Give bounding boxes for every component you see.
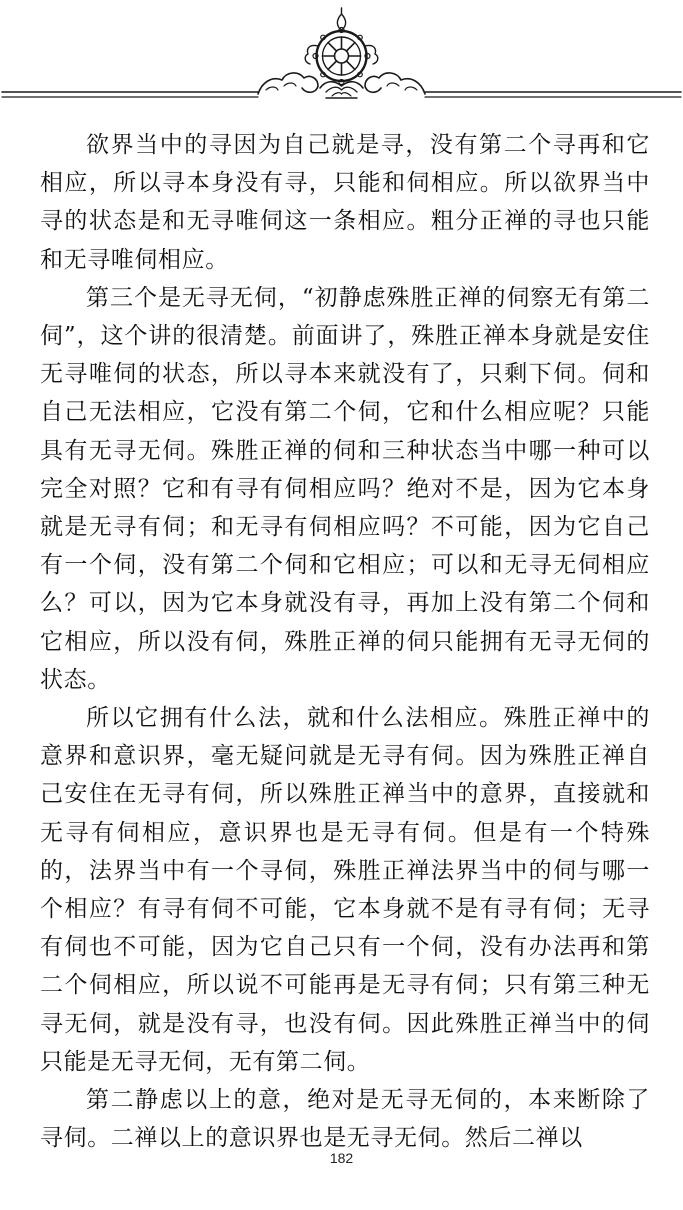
paragraph: 第二静虑以上的意，绝对是无寻无伺的，本来断除了寻伺。二禅以上的意识界也是无寻无伺。然后二禅以: [40, 1087, 650, 1152]
page-header-ornament: [0, 0, 683, 112]
page-number: 182: [329, 1150, 354, 1166]
dharma-wheel-icon: [0, 0, 683, 112]
page-body: [40, 126, 650, 1157]
paragraph: 第三个是无寻无伺，“初静虑殊胜正禅的伺察无有第二伺”，这个讲的很清楚。前面讲了，殊胜正禅本身就是安住无寻唯伺的状态，所以寻本来就没有了，只剩下伺。伺和自己无法相应，它没有第二个伺，它和什么相应呢？只能具有无寻无伺。殊胜正禅的伺和三种状态当中哪一种可以完全对照？它和有寻有伺相应吗？绝对不是，因为它本身就是无寻有伺；和无寻有伺相应吗？不可能，因为它自己有一个伺，没有第二个伺和它相应；可以和无寻无伺相应么？可以，因为它本身就没有寻，再加上没有第二个伺和它相应，所以没有伺，殊胜正禅的伺只能拥有无寻无伺的状态。: [40, 284, 650, 693]
paragraph: 所以它拥有什么法，就和什么法相应。殊胜正禅中的意界和意识界，毫无疑问就是无寻有伺。因为殊胜正禅自己安住在无寻有伺，所以殊胜正禅当中的意界，直接就和无寻有伺相应，意识界也是无寻有伺。但是有一个特殊的，法界当中有一个寻伺，殊胜正禅法界当中的伺与哪一个相应？有寻有伺不可能，它本身就不是有寻有伺；无寻有伺也不可能，因为它自己只有一个伺，没有办法再和第二个伺相应，所以说不可能再是无寻有伺；只有第三种无寻无伺，就是没有寻，也没有伺。因此殊胜正禅当中的伺只能是无寻无伺，无有第二伺。: [40, 705, 650, 1075]
paragraph: 欲界当中的寻因为自己就是寻，没有第二个寻再和它相应，所以寻本身没有寻，只能和伺相应。所以欲界当中寻的状态是和无寻唯伺这一条相应。粗分正禅的寻也只能和无寻唯伺相应。: [40, 132, 650, 273]
